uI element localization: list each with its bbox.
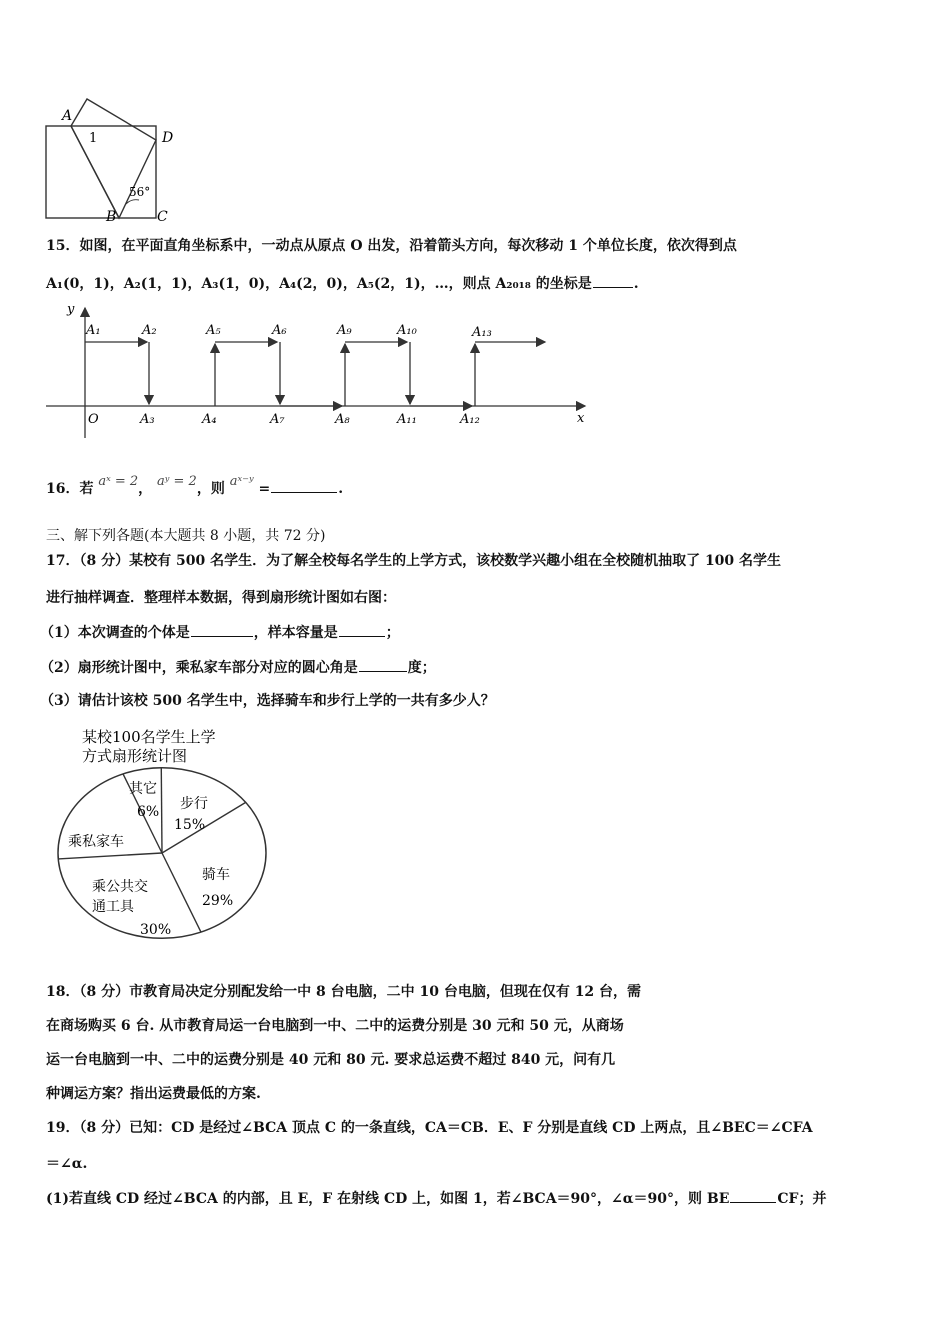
pie-pct-bus: 30% (140, 922, 172, 938)
pie-label-other: 其它 (129, 781, 157, 797)
q16-eq3: aˣ⁻ʸ (229, 474, 254, 489)
point-label-a12: A₁₂ (460, 412, 480, 427)
point-label-a9: A₉ (337, 323, 352, 338)
q17-part3: （3）请估计该校 500 名学生中，选择骑车和步行上学的一共有多少人？ (40, 693, 495, 709)
pie-slice-boundary-1 (161, 768, 162, 853)
label-C: C (157, 209, 168, 225)
pie-pct-other: 6% (137, 804, 160, 820)
q19-answer-blank (730, 1188, 776, 1203)
fold-rectangle-figure (40, 96, 190, 224)
q19-line3-b: CF；并 (777, 1191, 827, 1207)
tilted-square (71, 99, 156, 218)
q16-mid: ，则 (196, 481, 225, 497)
q18-line3: 运一台电脑到一中、二中的运费分别是 40 元和 80 元. 要求总运费不超过 840 元，问有几 (46, 1052, 616, 1068)
label-D: D (162, 130, 174, 146)
point-label-a10: A₁₀ (397, 323, 417, 338)
point-label-a2: A₂ (142, 323, 157, 338)
q17-blank-angle (359, 657, 407, 672)
q17-line2: 进行抽样调查．整理样本数据，得到扇形统计图如右图： (46, 590, 396, 606)
q18-line1: 18．（8 分）市教育局决定分别配发给一中 8 台电脑，二中 10 台电脑，但现在仅有 12 台，需 (46, 984, 642, 1000)
q17-part1 (40, 622, 400, 643)
pie-label-bus-1: 乘公共交 (92, 879, 148, 895)
label-angle: 56° (129, 185, 151, 199)
rectangle-abcd (46, 126, 156, 218)
label-B: B (106, 209, 117, 225)
point-label-a7: A₇ (270, 412, 285, 427)
q17-part2-b: 度； (407, 660, 436, 676)
point-label-a4: A₄ (202, 412, 217, 427)
q17-part1-c: ； (385, 625, 400, 641)
q16-prefix: 16．若 (46, 481, 94, 497)
point-label-a5: A₅ (206, 323, 221, 338)
q18-line4: 种调运方案？指出运费最低的方案. (46, 1086, 261, 1102)
pie-label-bike: 骑车 (202, 867, 230, 883)
coordinate-path-figure (40, 298, 600, 448)
x-axis-label: x (577, 411, 585, 426)
q17-blank-sample-size (339, 622, 385, 637)
label-A: A (62, 108, 73, 124)
q18-line2: 在商场购买 6 台. 从市教育局运一台电脑到一中、二中的运费分别是 30 元和 50 元，从商场 (46, 1018, 624, 1034)
q15-line2-end: . (633, 276, 639, 292)
point-label-a3: A₃ (140, 412, 155, 427)
point-label-a8: A₈ (335, 412, 350, 427)
q19-line2: ＝∠α. (46, 1156, 88, 1172)
q17-line1: 17．（8 分）某校有 500 名学生．为了解全校每名学生的上学方式，该校数学兴趣小组在全校随机抽取了 100 名学生 (46, 553, 782, 569)
pie-chart (50, 725, 280, 955)
q16-answer-blank (271, 478, 337, 493)
pie-label-walk: 步行 (180, 796, 208, 812)
q15-answer-blank (593, 273, 633, 288)
q16-eq2: aʸ = 2 (157, 474, 197, 489)
q16-line (46, 474, 344, 500)
pie-slice-boundary-4 (58, 853, 162, 859)
point-label-a11: A₁₁ (397, 412, 417, 427)
y-axis-label: y (67, 302, 75, 317)
q19-line3 (46, 1188, 827, 1209)
q15-line2 (46, 273, 639, 294)
pie-pct-walk: 15% (174, 817, 206, 833)
q16-end: . (338, 481, 344, 497)
pie-title-line1: 某校100名学生上学 (82, 728, 216, 746)
q17-part1-a: （1）本次调查的个体是 (40, 625, 190, 641)
origin-label: O (88, 412, 99, 427)
pie-label-car: 乘私家车 (68, 834, 124, 850)
q19-line3-a: (1)若直线 CD 经过∠BCA 的内部，且 E，F 在射线 CD 上，如图 1，若∠BCA＝90°，∠α＝90°，则 BE (46, 1191, 730, 1207)
q16-eq-sign: = (258, 481, 271, 497)
q16-eq1: aˣ = 2 (98, 474, 139, 489)
pie-title-line2: 方式扇形统计图 (82, 747, 188, 765)
q15-line1: 15．如图，在平面直角坐标系中，一动点从原点 O 出发，沿着箭头方向，每次移动 1 个单位长度，依次得到点 (46, 238, 737, 254)
point-label-a1: A₁ (86, 323, 101, 338)
q17-part2 (40, 657, 436, 678)
q19-line1: 19．（8 分）已知：CD 是经过∠BCA 顶点 C 的一条直线，CA＝CB．E、F 分别是直线 CD 上两点，且∠BEC＝∠CFA (46, 1120, 813, 1136)
q17-part1-b: ，样本容量是 (253, 625, 338, 641)
pie-slice-boundary-3 (162, 853, 201, 932)
label-one: 1 (89, 131, 98, 146)
point-label-a13: A₁₃ (472, 325, 492, 340)
pie-pct-bike: 29% (202, 893, 234, 909)
section-3-heading: 三、解下列各题(本大题共 8 小题，共 72 分) (46, 528, 326, 544)
pie-label-bus-2: 通工具 (92, 899, 134, 915)
q17-blank-individual (191, 622, 253, 637)
q15-line2-text: A₁(0，1)，A₂(1，1)，A₃(1，0)，A₄(2，0)，A₅(2，1)，…，则点 A₂₀₁₈ 的坐标是 (46, 276, 592, 292)
q17-part2-a: （2）扇形统计图中，乘私家车部分对应的圆心角是 (40, 660, 358, 676)
q16-comma: ， (138, 481, 153, 497)
point-label-a6: A₆ (272, 323, 287, 338)
